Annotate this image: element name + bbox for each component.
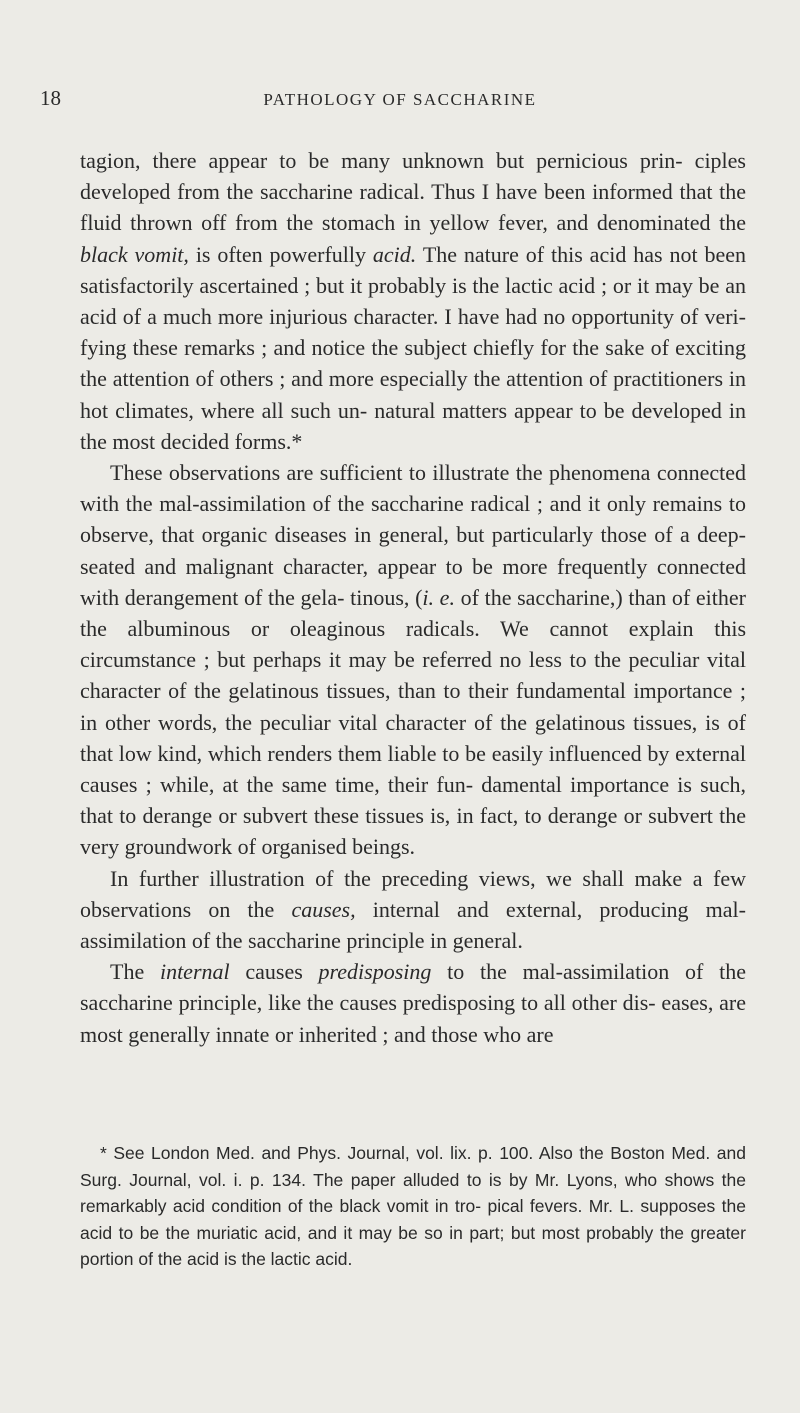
emphasis-black-vomit: black vomit, <box>80 241 189 267</box>
running-title: PATHOLOGY OF SACCHARINE <box>263 90 537 109</box>
footnote <box>80 1140 746 1273</box>
emphasis-internal: internal <box>159 959 230 985</box>
emphasis-predisposing: predisposing <box>318 959 432 985</box>
paragraph-3: In further illustration of the preceding views, we shall make a few observations on the causes, internal and external, producing mal-assimilation of the saccharine principle in general. <box>80 865 746 954</box>
emphasis-causes: causes, <box>291 896 356 922</box>
emphasis-acid: acid. <box>372 241 417 267</box>
paragraph-2: These observations are sufficient to illustrate the phenomena connected with the mal-assimilation of the saccharine radical ; and it only remains to observe, that organic diseases in general, but particularly those of a deep-seated and malignant character, appear to be more frequently connected with derangement of the gela- tinous, (i. e. of the saccharine,) than of either the albuminous or oleaginous radicals. We cannot explain this circumstance ; but perhaps it may be referred no less to the peculiar vital character of the gelatinous tissues, than to their fundamental importance ; in other words, the peculiar vital character of the gelatinous tissues, is of that low kind, which renders them liable to be easily influenced by external causes ; while, at the same time, their fun- damental importance is such, that to derange or subvert these tissues is, in fact, to derange or subvert the very groundwork of organised beings. <box>80 460 746 860</box>
body-text <box>80 145 746 1050</box>
page-header <box>0 86 800 116</box>
page-number: 18 <box>40 86 61 110</box>
paragraph-1: tagion, there appear to be many unknown but pernicious prin- ciples developed from the saccharine radical. Thus I have been informed that the fluid thrown off from the stomach in yellow fever, and denominated the black vomit, is often powerfully acid. The nature of this acid has not been satisfactorily ascertained ; but it probably is the lactic acid ; or it may be an acid of a much more injurious character. I have had no opportunity of veri- fying these remarks ; and notice the subject chiefly for the sake of exciting the attention of others ; and more especially the attention of practitioners in hot climates, where all such un- natural matters appear to be developed in the most decided forms.* <box>80 148 746 454</box>
paragraph-4: The internal causes predisposing to the mal-assimilation of the saccharine principle, like the causes predisposing to all other dis- eases, are most generally innate or inherited ; and those who are <box>80 959 746 1047</box>
footnote-text: * See London Med. and Phys. Journal, vol. lix. p. 100. Also the Boston Med. and Surg. Journal, vol. i. p. 134. The paper alluded to is by Mr. Lyons, who shows the remarkably acid condition of the black vomit in tro- pical fevers. Mr. L. supposes the acid to be the muriatic acid, and it may be so in part; but most probably the greater portion of the acid is the lactic acid. <box>80 1143 746 1269</box>
emphasis-ie: i. e. <box>422 584 455 610</box>
